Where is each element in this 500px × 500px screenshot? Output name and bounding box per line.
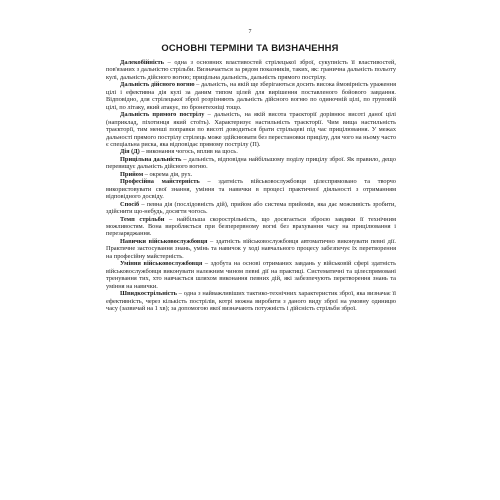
definition-term: Навички військовослужбовця bbox=[120, 237, 208, 245]
definition-text: – дальність, відповідна найбільшому поділу прицілу зброї. Як правило, дещо перевищує дальність дійсного вогню. bbox=[106, 155, 396, 171]
definition-paragraph bbox=[106, 111, 396, 148]
definition-paragraph bbox=[106, 156, 396, 171]
definition-text: – дальність, на якій висота траєкторії дорівнює висоті даної цілі (наприклад, піхотинця який стоїть). Характеризує настильність траєкторії. Чим вища настильність траєкторії, тим менші поправки по висоті доводиться брати стрільцеві під час прицілювання. У межах дальності прямого пострілу стрілець може здійснювати без перестановки прицілу, для чого на ньому часто є спеціальна риска, яка відповідає прямому пострілу (П). bbox=[106, 111, 396, 148]
definition-text: – виконання чогось, вплив на щось. bbox=[139, 148, 238, 156]
definition-term: Далекобійність bbox=[120, 59, 165, 66]
definition-paragraph bbox=[106, 290, 396, 312]
definition-term: Дальність дійсного вогню bbox=[120, 81, 195, 89]
definition-term: Швидкострільність bbox=[120, 290, 177, 298]
definition-term: Прийом bbox=[120, 170, 144, 178]
definition-text: – одна з найважливіших тактико-технічних характеристик зброї, яка визначає її ефективність, через кількість пострілів, котрі можна виробити з даного виду зброї на умовну одиницю часу (зазвичай на 1 хв); за допомогою якої визначають потужність і дійсність стрільби зброї. bbox=[106, 290, 396, 312]
definition-text: – дальність, на якій ще зберігаються досить висока ймовірність ураження цілі і ефективна дія кулі за даним типом цілей для вирішення поставленого бойового завдання. Відповідно, для стрілецької зброї розрізняють дальність дійсного вогню по одиночній цілі, по груповій цілі, по літаку, який атакує, по бронетехніці тощо. bbox=[106, 81, 396, 111]
definition-paragraph bbox=[106, 178, 396, 200]
definition-paragraph bbox=[106, 171, 396, 178]
page-title: ОСНОВНІ ТЕРМІНИ ТА ВИЗНАЧЕННЯ bbox=[161, 42, 339, 53]
definition-term: Дальність прямого пострілу bbox=[120, 111, 205, 119]
definitions-list bbox=[106, 59, 396, 312]
definition-paragraph bbox=[106, 238, 396, 260]
definition-paragraph bbox=[106, 59, 396, 81]
definition-paragraph bbox=[106, 81, 396, 111]
page-number: 7 bbox=[248, 29, 252, 35]
definition-term: Темп стрільби bbox=[120, 215, 165, 223]
definition-text: – здобута на основі отриманих завдань у військовій сфері здатність військовослужбовця виконувати належним чином певні дії на практиці. Систематичні та цілеспрямовані тренування тих, хто навчається шляхом виконання певних дій, які забезпечують перетворення знань та уміння на навички. bbox=[106, 260, 397, 290]
definition-text: – окрема дія, рух. bbox=[143, 170, 193, 178]
definition-text: – здатність військовослужбовця цілеспрямовано та творчо використовувати свої знання, уміння та навички в процесі практичної діяльності з отриманням відповідного досвіду. bbox=[106, 178, 396, 201]
definition-term: Дія (Д) bbox=[120, 148, 140, 156]
definition-text: – найбільша скорострільність, що досягається зброєю завдяки її технічним можливостям. Вона виробляється при безперервному вогні без врахування часу на прицілювання і перезаряджання. bbox=[106, 215, 396, 238]
definition-text: – одна з основних властивостей стрілецької зброї, сукупність її властивостей, пов'язаних з дальністю стрільби. Визначається за рядом показників, таких, як: гранична дальність польоту кулі, дальність дійсного вогню; прицільна дальність, дальність прямого пострілу. bbox=[106, 59, 396, 81]
definition-text: – здатність військовослужбовця автоматично виконувати певні дії. Практичне застосування знань, умінь та навичок у ході навчального процесу забезпечує їх перетворення на професійну майстерність. bbox=[106, 237, 396, 260]
definition-term: Прицільна дальність bbox=[120, 155, 182, 163]
definition-text: – певна дія (послідовність дій), прийом або система прийомів, яка дає можливість зробити, здійснити що-небудь, досягти чогось. bbox=[106, 200, 396, 216]
definition-paragraph bbox=[106, 201, 396, 216]
definition-paragraph bbox=[106, 148, 396, 155]
definition-term: Спосіб bbox=[120, 200, 140, 208]
definition-paragraph bbox=[106, 260, 396, 290]
definition-term: Професійна майстерність bbox=[120, 178, 200, 186]
definition-paragraph bbox=[106, 216, 396, 238]
definition-term: Уміння військовослужбовця bbox=[120, 260, 203, 268]
